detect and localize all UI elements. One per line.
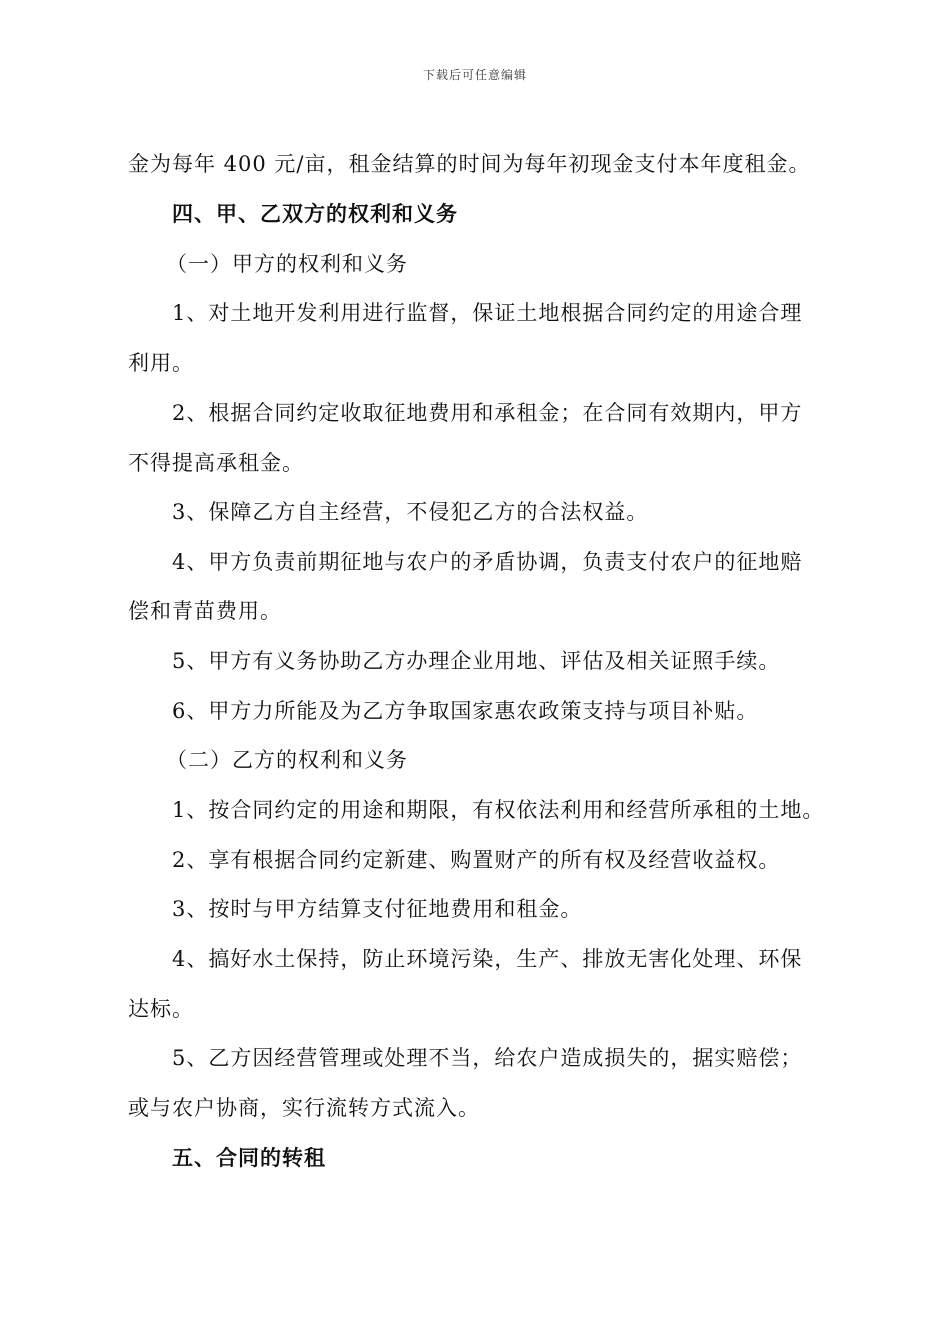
paragraph-line: 1、按合同约定的用途和期限，有权依法利用和经营所承租的土地。	[172, 798, 825, 822]
section-heading: 五、合同的转租	[172, 1146, 326, 1170]
paragraph-line: 5、甲方有义务协助乙方办理企业用地、评估及相关证照手续。	[172, 649, 781, 673]
paragraph-line: 达标。	[128, 997, 194, 1021]
paragraph-line: 3、保障乙方自主经营，不侵犯乙方的合法权益。	[172, 500, 649, 524]
paragraph-line: 2、享有根据合同约定新建、购置财产的所有权及经营收益权。	[172, 848, 781, 872]
paragraph-line: 利用。	[128, 351, 194, 375]
subsection-heading: （一）甲方的权利和义务	[166, 252, 408, 276]
paragraph-line: 不得提高承租金。	[128, 451, 304, 475]
paragraph-line: 6、甲方力所能及为乙方争取国家惠农政策支持与项目补贴。	[172, 699, 759, 723]
page-header: 下载后可任意编辑	[422, 68, 527, 82]
paragraph-line: 偿和青苗费用。	[128, 599, 282, 623]
paragraph-line: 1、对土地开发利用进行监督，保证土地根据合同约定的用途合理	[172, 301, 803, 325]
paragraph-line: 2、根据合同约定收取征地费用和承租金；在合同有效期内，甲方	[172, 401, 803, 425]
paragraph-line: 4、搞好水土保持，防止环境污染，生产、排放无害化处理、环保	[172, 947, 803, 971]
paragraph-line: 3、按时与甲方结算支付征地费用和租金。	[172, 897, 583, 921]
subsection-heading: （二）乙方的权利和义务	[166, 748, 408, 772]
paragraph-line: 金为每年 400 元/亩，租金结算的时间为每年初现金支付本年度租金。	[128, 152, 811, 176]
paragraph-line: 5、乙方因经营管理或处理不当，给农户造成损失的，据实赔偿；	[172, 1046, 803, 1070]
paragraph-line: 或与农户协商，实行流转方式流入。	[128, 1096, 480, 1120]
section-heading: 四、甲、乙双方的权利和义务	[172, 202, 458, 226]
paragraph-line: 4、甲方负责前期征地与农户的矛盾协调，负责支付农户的征地赔	[172, 550, 803, 574]
